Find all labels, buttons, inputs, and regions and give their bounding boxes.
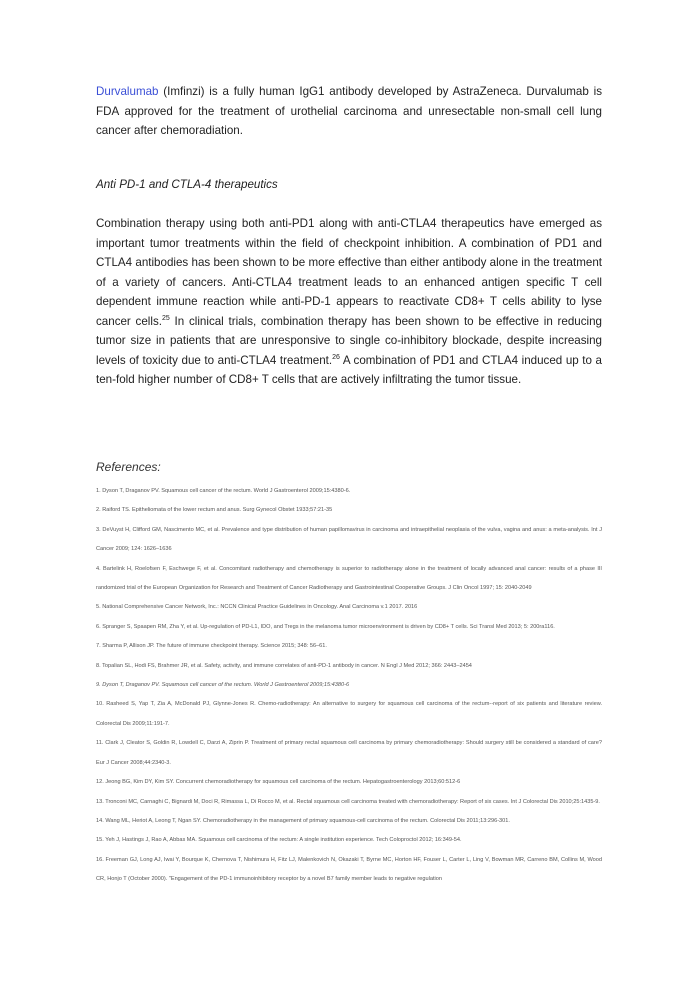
reference-item: 3. DeVuyst H, Clifford GM, Nascimento MC, et al. Prevalence and type distribution of human papillomavirus in carcinoma and intraepithelial neoplasia of the vulva, vagina and anus: a meta-analysis. Int J Cancer 2009; 124: 1626–1636: [96, 526, 602, 553]
durvalumab-link[interactable]: Durvalumab: [96, 85, 159, 98]
reference-item: 7. Sharma P, Allison JP. The future of immune checkpoint therapy. Science 2015; 348: 56–61.: [96, 643, 327, 650]
paragraph-durvalumab: [96, 82, 602, 141]
citation-26: 26: [332, 353, 340, 361]
paragraph-text: Combination therapy using both anti-PD1 along with anti-CTLA4 therapeutics have emerged as important tumor treatments within the field of checkpoint inhibition. A combination of PD1 and CTLA4 antibodies has been shown to be more effective than either antibody alone in the treatment of a variety of cancers. Anti-CTLA4 treatment leads to an enhanced antigen specific T cell dependent immune reaction while anti-PD-1 appears to reactivate CD8+ T cells ability to lyse cancer cells.: [96, 217, 602, 328]
references-list: [96, 482, 602, 890]
reference-item: 12. Jeong BG, Kim DY, Kim SY. Concurrent chemoradiotherapy for squamous cell carcinoma of the rectum. Hepatogastroenterology 2013;60:512-6: [96, 779, 461, 786]
paragraph-text: In clinical trials, combination therapy has been shown to be effective in reducing tumor size in patients that are unresponsive to single co-inhibitory blockade, despite increasing levels of toxicity due to anti-CTLA4 treatment.: [96, 314, 603, 367]
citation-25: 25: [161, 314, 170, 322]
reference-item: 8. Topalian SL, Hodi FS, Brahmer JR, et al. Safety, activity, and immune correlates of anti-PD-1 antibody in cancer. N Engl J Med 2012; 366: 2443–2454: [96, 662, 472, 669]
reference-item: 14. Wang ML, Heriot A, Leong T, Ngan SY. Chemoradiotherapy in the management of primary squamous-cell carcinoma of the rectum. Colorectal Dis 2011;13:296-301.: [96, 817, 510, 824]
reference-item: 10. Rasheed S, Yap T, Zia A, McDonald PJ, Glynne-Jones R. Chemo-radiotherapy: An alternative to surgery for squamous cell carcinoma of the rectum--report of six patients and literature review. Colorectal Dis 2009;11:191-7.: [96, 701, 602, 727]
section-heading: Anti PD-1 and CTLA-4 therapeutics: [96, 178, 278, 191]
paragraph-text: (Imfinzi) is a fully human IgG1 antibody developed by AstraZeneca. Durvalumab is FDA approved for the treatment of urothelial carcinoma and unresectable non-small cell lung cancer after chemoradiation.: [96, 85, 602, 137]
references-heading: References:: [96, 460, 161, 474]
reference-item: 1. Dyson T, Draganov PV. Squamous cell cancer of the rectum. World J Gastroenterol 2009;15:4380-6.: [96, 488, 351, 494]
reference-item: 16. Freeman GJ, Long AJ, Iwai Y, Bourque K, Chernova T, Nishimura H, Fitz LJ, Malenkovich N, Okazaki T, Byrne MC, Horton HF, Fouser L, Carter L, Ling V, Bowman MR, Carreno BM, Collins M, Wood CR, Honjo T (October 2000). "Engagement of the PD-1 immunoinhibitory receptor by a novel B7 family member leads to negative regulation: [96, 856, 602, 883]
reference-item: 11. Clark J, Cleator S, Goldin R, Lowdell C, Darzi A, Ziprin P. Treatment of primary rectal squamous cell carcinoma by primary chemoradiotherapy: Should surgery still be considered a standard of care? Eur J Cancer 2008;44:2340-3.: [96, 740, 602, 766]
reference-item: 13. Tronconi MC, Carnaghi C, Bignardi M, Doci R, Rimassa L, Di Rocco M, et al. Rectal squamous cell carcinoma treated with chemoradiotherapy: Report of six cases. Int J Colorectal Dis 2010;25:1435-9.: [96, 798, 600, 805]
reference-item: 6. Spranger S, Spaapen RM, Zha Y, et al. Up-regulation of PD-L1, IDO, and Tregs in the melanoma tumor microenvironment is driven by CD8+ T cells. Sci Transl Med 2013; 5: 200ra116.: [96, 623, 555, 630]
reference-item: 4. Bartelink H, Roelofsen F, Eschwege F, et al. Concomitant radiotherapy and chemotherapy is superior to radiotherapy alone in the treatment of locally advanced anal cancer: results of a phase III randomized trial of the European Organization for Research and Treatment of Cancer Radiotherapy and Gastrointestinal Cooperative Groups. J Clin Oncol 1997; 15: 2040-2049: [96, 565, 602, 592]
reference-item: 9. Dyson T, Draganov PV. Squamous cell cancer of the rectum. World J Gastroenterol 2009;15:4380-6: [96, 682, 350, 689]
paragraph-combination-therapy: [96, 214, 602, 390]
reference-item: 5. National Comprehensive Cancer Network, Inc.: NCCN Clinical Practice Guidelines in Oncology. Anal Carcinoma v.1 2017. 2016: [96, 604, 418, 611]
reference-item: 15. Yeh J, Hastings J, Rao A, Abbas MA. Squamous cell carcinoma of the rectum: A single institution experience. Tech Coloproctol 2012; 16:349-54.: [96, 837, 462, 844]
paragraph-text: A combination of PD1 and CTLA4 induced up to a ten-fold higher number of CD8+ T cells that are actively infiltrating the tumor tissue.: [96, 353, 603, 386]
reference-item: 2. Raiford TS. Epitheliomata of the lower rectum and anus. Surg Gynecol Obstet 1933;57:21-35: [96, 507, 333, 514]
